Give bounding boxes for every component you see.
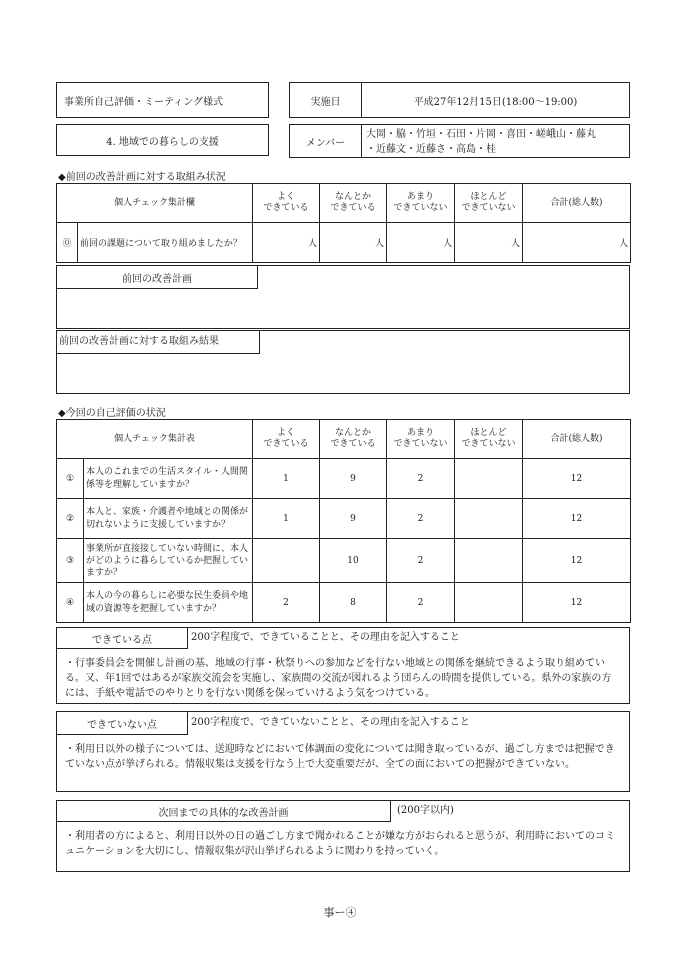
next-plan-box	[56, 800, 630, 872]
prev-col-hardly-text: ほとんど できていない	[461, 192, 516, 213]
row-question: 本人のこれまでの生活スタイル・人間関係等を理解していますか？	[84, 459, 253, 499]
current-check-table	[56, 419, 631, 623]
row-no: ②	[57, 499, 84, 539]
table-row	[57, 583, 631, 623]
value-total: 12	[523, 583, 631, 623]
prev-unit-cell: 人	[455, 223, 523, 263]
current-col-hardly	[455, 420, 523, 459]
bad-points-label: できていない点	[57, 712, 188, 735]
row-question: 本人の今の暮らしに必要な民生委員や地域の資源等を把握していますか？	[84, 583, 253, 623]
row-no: ①	[57, 459, 84, 499]
current-col-not-much	[387, 420, 455, 459]
good-points-box	[56, 627, 630, 704]
current-col-total	[523, 420, 631, 459]
value-somewhat: 8	[320, 583, 387, 623]
value-hardly	[455, 539, 523, 583]
value-hardly	[455, 583, 523, 623]
prev-col-somewhat	[320, 184, 387, 223]
current-col-somewhat-text: なんとか できている	[330, 428, 376, 449]
members-line2: ・近藤文・近藤さ・高島・桂	[366, 144, 496, 155]
prev-table-header-label: 個人チェック集計欄	[57, 184, 253, 223]
good-points-instruction: 200字程度で、できていることと、その理由を記入すること	[191, 632, 460, 643]
good-points-label: できている点	[57, 628, 188, 649]
prev-col-not-much	[387, 184, 455, 223]
topic: 4. 地域での暮らしの支援	[106, 136, 219, 148]
prev-check-table	[56, 183, 631, 263]
prev-col-somewhat-text: なんとか できている	[330, 192, 376, 213]
prev-col-total	[523, 184, 631, 223]
value-good	[253, 539, 320, 583]
value-hardly	[455, 459, 523, 499]
prev-plan-box	[56, 265, 630, 329]
date-label: 実施日	[290, 83, 362, 117]
prev-row-no: ⓪	[57, 223, 78, 263]
prev-row-question: 前回の課題について取り組めましたか？	[78, 223, 253, 263]
bad-points-instruction: 200字程度で、できていないことと、その理由を記入すること	[191, 717, 470, 728]
topic-box	[56, 124, 269, 156]
value-not-much: 2	[387, 583, 455, 623]
value-good: 1	[253, 499, 320, 539]
form-title-box	[56, 82, 269, 118]
good-points-text: ・行事委員会を開催し計画の基、地域の行事・秋祭りへの参加などを行ない地域との関係を継続できるよう取り組めている。又、年1回ではあるが家族交流会を実施し、家族間の交流が図れるよう団らんの時間を提供している。県外の家族の方には、手紙や電話でのやりとりを行ない関係を保っていけるよう気をつけている。	[65, 658, 612, 699]
prev-result-label: 前回の改善計画に対する取組み結果	[57, 331, 260, 354]
row-no: ④	[57, 583, 84, 623]
value-total: 12	[523, 499, 631, 539]
prev-col-good	[253, 184, 320, 223]
value-somewhat: 9	[320, 459, 387, 499]
prev-section-title: ◆前回の改善計画に対する取組み状況	[58, 172, 226, 183]
value-total: 12	[523, 459, 631, 499]
date-box	[289, 82, 630, 118]
value-not-much: 2	[387, 459, 455, 499]
page-code: 事ー④	[323, 906, 357, 919]
current-col-good	[253, 420, 320, 459]
date-value: 平成27年12月15日(18:00～19:00)	[413, 96, 578, 108]
value-not-much: 2	[387, 499, 455, 539]
prev-plan-label: 前回の改善計画	[57, 266, 258, 289]
table-row	[57, 499, 631, 539]
prev-col-total-text: 合計(総人数)	[550, 197, 603, 208]
members-label: メンバー	[290, 125, 362, 157]
value-not-much: 2	[387, 539, 455, 583]
prev-result-box	[56, 330, 630, 394]
value-hardly	[455, 499, 523, 539]
prev-unit-cell: 人	[253, 223, 320, 263]
value-good: 2	[253, 583, 320, 623]
current-col-somewhat	[320, 420, 387, 459]
prev-unit-cell: 人	[523, 223, 631, 263]
prev-col-not-much-text: あまり できていない	[393, 192, 448, 213]
prev-col-hardly	[455, 184, 523, 223]
current-table-header-label: 個人チェック集計表	[57, 420, 253, 459]
value-somewhat: 9	[320, 499, 387, 539]
next-plan-limit: (200字以内)	[397, 805, 454, 816]
current-col-good-text: よく できている	[263, 428, 309, 449]
table-row	[57, 459, 631, 499]
current-section-title: ◆今回の自己評価の状況	[58, 408, 166, 419]
prev-col-good-text: よく できている	[263, 192, 309, 213]
members-names	[366, 127, 596, 157]
members-box	[289, 124, 630, 158]
row-question: 事業所が直接接していない時間に、本人がどのように暮らしているか把握していますか？	[84, 539, 253, 583]
row-no: ③	[57, 539, 84, 583]
current-col-hardly-text: ほとんど できていない	[461, 428, 516, 449]
row-question: 本人と、家族・介護者や地域との関係が切れないように支援していますか？	[84, 499, 253, 539]
value-total: 12	[523, 539, 631, 583]
prev-unit-cell: 人	[387, 223, 455, 263]
value-good: 1	[253, 459, 320, 499]
current-col-total-text: 合計(総人数)	[550, 433, 603, 444]
next-plan-text: ・利用者の方によると、利用日以外の日の過ごし方まで聞かれることが嫌な方がおられると思うが、利用時においてのコミュニケーションを大切にし、情報収集が沢山挙げられるように関わりを持っていく。	[65, 831, 615, 857]
current-col-not-much-text: あまり できていない	[393, 428, 448, 449]
value-somewhat: 10	[320, 539, 387, 583]
form-title: 事業所自己評価・ミーティング様式	[64, 96, 223, 108]
prev-unit-cell: 人	[320, 223, 387, 263]
members-line1: 大岡・脇・竹垣・石田・片岡・喜田・嵯峨山・藤丸	[366, 129, 596, 140]
next-plan-label: 次回までの具体的な改善計画	[57, 801, 391, 822]
bad-points-box	[56, 711, 630, 792]
table-row	[57, 539, 631, 583]
bad-points-text: ・利用日以外の様子については、送迎時などにおいて体調面の変化については聞き取っているが、過ごし方までは把握できていない点が挙げられる。情報収集は支援を行なう上で大変重要だが、全ての面においての把握ができていない。	[65, 744, 615, 770]
